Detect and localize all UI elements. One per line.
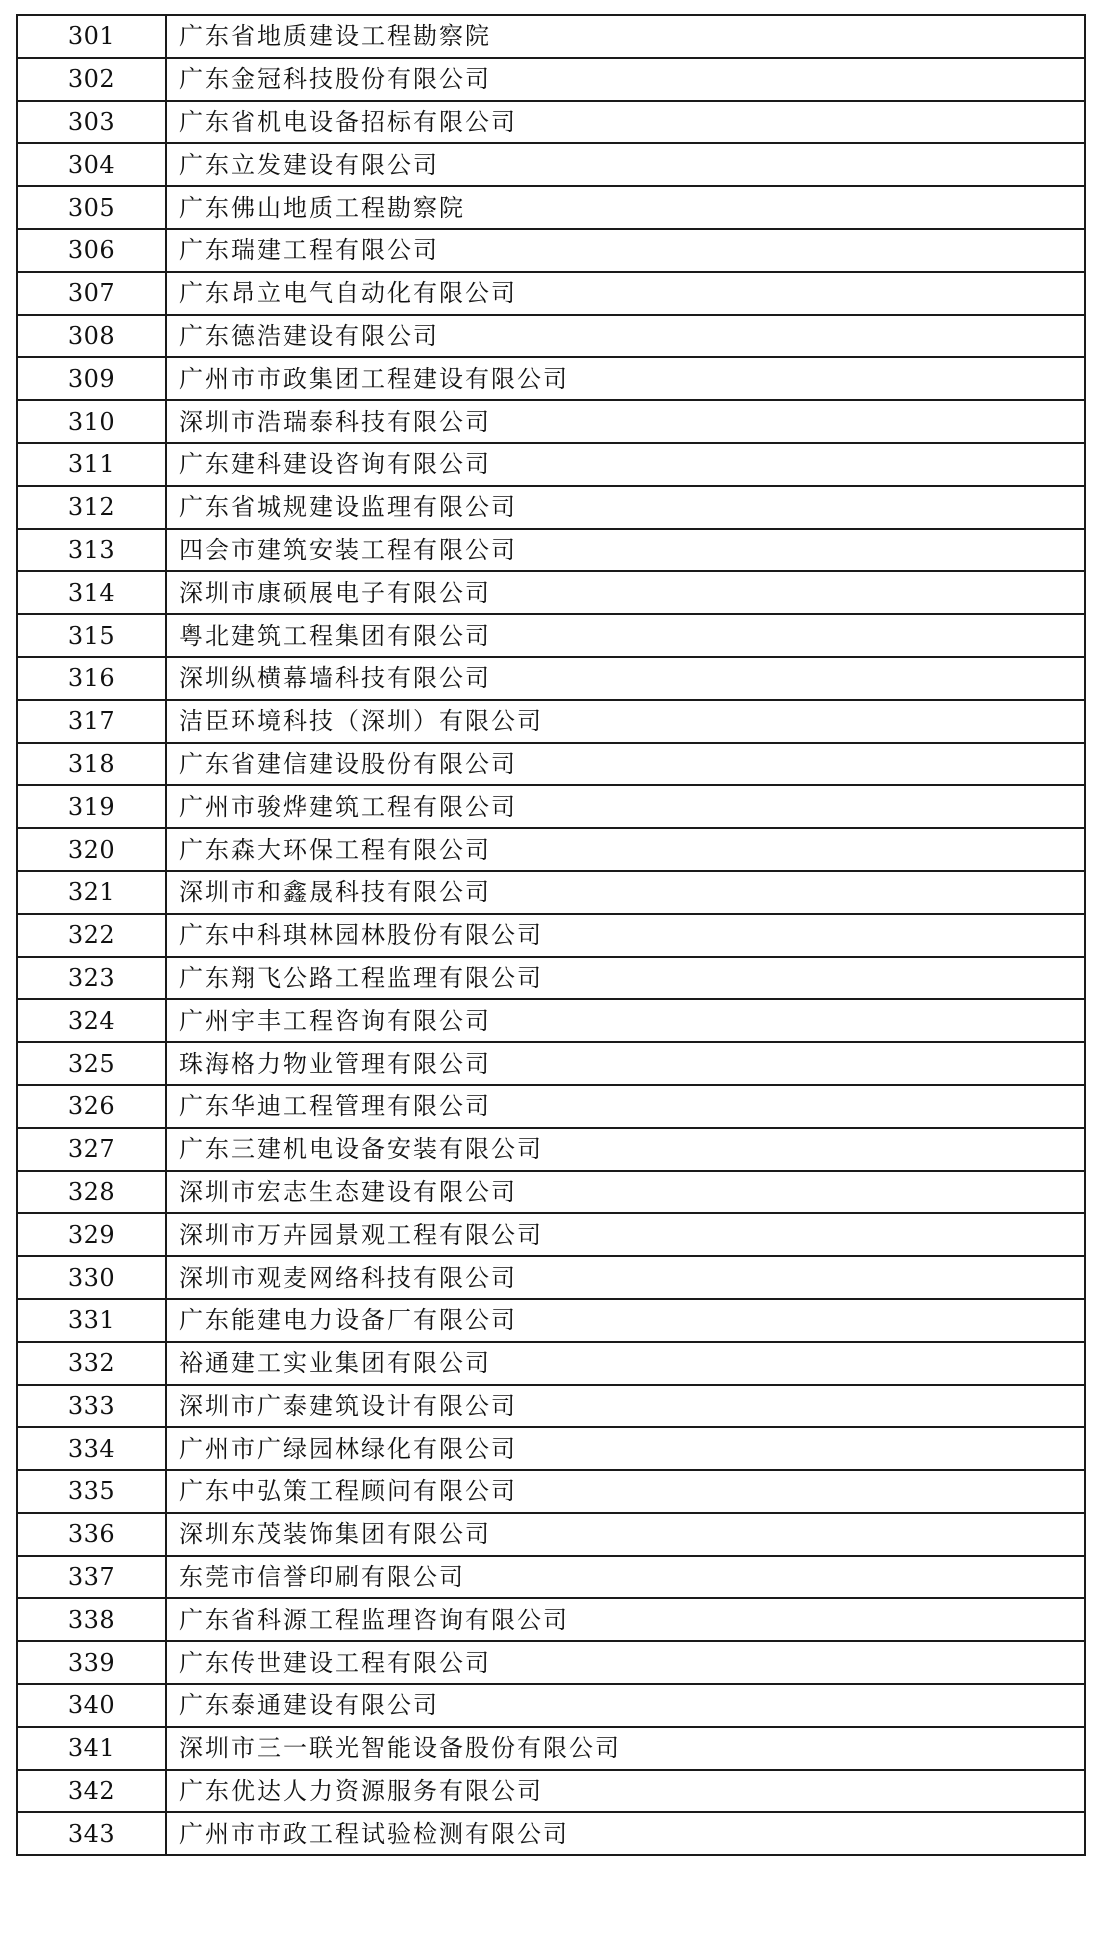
table-row — [17, 1556, 1085, 1599]
row-number-cell: 334 — [17, 1427, 166, 1470]
company-name-cell: 广州市市政集团工程建设有限公司 — [166, 357, 1085, 400]
table-row — [17, 143, 1085, 186]
table-row — [17, 828, 1085, 871]
row-number-cell: 311 — [17, 443, 166, 486]
row-number-cell: 333 — [17, 1385, 166, 1428]
row-number-cell: 320 — [17, 828, 166, 871]
company-name-cell: 珠海格力物业管理有限公司 — [166, 1042, 1085, 1085]
row-number-cell: 316 — [17, 657, 166, 700]
table-row — [17, 400, 1085, 443]
company-name-cell: 东莞市信誉印刷有限公司 — [166, 1556, 1085, 1599]
row-number-cell: 340 — [17, 1684, 166, 1727]
table-row — [17, 614, 1085, 657]
row-number-cell: 327 — [17, 1128, 166, 1171]
company-name-cell: 广东能建电力设备厂有限公司 — [166, 1299, 1085, 1342]
row-number-cell: 339 — [17, 1641, 166, 1684]
company-list-table — [16, 14, 1086, 1856]
row-number-cell: 332 — [17, 1342, 166, 1385]
company-name-cell: 深圳市观麦网络科技有限公司 — [166, 1256, 1085, 1299]
company-name-cell: 深圳纵横幕墙科技有限公司 — [166, 657, 1085, 700]
company-name-cell: 广东佛山地质工程勘察院 — [166, 186, 1085, 229]
company-name-cell: 广东省科源工程监理咨询有限公司 — [166, 1598, 1085, 1641]
table-row — [17, 1641, 1085, 1684]
table-row — [17, 1256, 1085, 1299]
row-number-cell: 317 — [17, 700, 166, 743]
table-row — [17, 871, 1085, 914]
company-name-cell: 深圳市万卉园景观工程有限公司 — [166, 1213, 1085, 1256]
table-row — [17, 186, 1085, 229]
table-row — [17, 58, 1085, 101]
row-number-cell: 301 — [17, 15, 166, 58]
row-number-cell: 336 — [17, 1513, 166, 1556]
row-number-cell: 342 — [17, 1770, 166, 1813]
row-number-cell: 312 — [17, 486, 166, 529]
company-name-cell: 广东德浩建设有限公司 — [166, 315, 1085, 358]
company-name-cell: 深圳市浩瑞泰科技有限公司 — [166, 400, 1085, 443]
table-row — [17, 1085, 1085, 1128]
row-number-cell: 313 — [17, 529, 166, 572]
row-number-cell: 303 — [17, 101, 166, 144]
table-row — [17, 229, 1085, 272]
table-row — [17, 357, 1085, 400]
table-row — [17, 443, 1085, 486]
company-name-cell: 广东中弘策工程顾问有限公司 — [166, 1470, 1085, 1513]
table-row — [17, 1470, 1085, 1513]
company-name-cell: 广东省地质建设工程勘察院 — [166, 15, 1085, 58]
company-name-cell: 广东昂立电气自动化有限公司 — [166, 272, 1085, 315]
company-list-body — [17, 15, 1085, 1855]
table-row — [17, 914, 1085, 957]
table-row — [17, 1342, 1085, 1385]
company-name-cell: 广东三建机电设备安装有限公司 — [166, 1128, 1085, 1171]
company-name-cell: 广东立发建设有限公司 — [166, 143, 1085, 186]
table-row — [17, 1042, 1085, 1085]
row-number-cell: 310 — [17, 400, 166, 443]
row-number-cell: 319 — [17, 785, 166, 828]
row-number-cell: 337 — [17, 1556, 166, 1599]
company-name-cell: 广东森大环保工程有限公司 — [166, 828, 1085, 871]
company-name-cell: 广州市市政工程试验检测有限公司 — [166, 1812, 1085, 1855]
table-row — [17, 1299, 1085, 1342]
table-row — [17, 1598, 1085, 1641]
row-number-cell: 343 — [17, 1812, 166, 1855]
row-number-cell: 304 — [17, 143, 166, 186]
table-row — [17, 101, 1085, 144]
row-number-cell: 341 — [17, 1727, 166, 1770]
company-name-cell: 广东翔飞公路工程监理有限公司 — [166, 957, 1085, 1000]
row-number-cell: 323 — [17, 957, 166, 1000]
table-row — [17, 1727, 1085, 1770]
row-number-cell: 322 — [17, 914, 166, 957]
table-row — [17, 529, 1085, 572]
row-number-cell: 324 — [17, 999, 166, 1042]
table-row — [17, 1213, 1085, 1256]
row-number-cell: 329 — [17, 1213, 166, 1256]
company-name-cell: 四会市建筑安装工程有限公司 — [166, 529, 1085, 572]
table-row — [17, 743, 1085, 786]
row-number-cell: 315 — [17, 614, 166, 657]
row-number-cell: 325 — [17, 1042, 166, 1085]
table-row — [17, 272, 1085, 315]
row-number-cell: 318 — [17, 743, 166, 786]
company-name-cell: 粤北建筑工程集团有限公司 — [166, 614, 1085, 657]
company-name-cell: 广东省城规建设监理有限公司 — [166, 486, 1085, 529]
table-row — [17, 1128, 1085, 1171]
company-name-cell: 广东建科建设咨询有限公司 — [166, 443, 1085, 486]
table-row — [17, 657, 1085, 700]
row-number-cell: 307 — [17, 272, 166, 315]
document-page — [16, 14, 1084, 1856]
table-row — [17, 1684, 1085, 1727]
table-row — [17, 15, 1085, 58]
table-row — [17, 1770, 1085, 1813]
row-number-cell: 330 — [17, 1256, 166, 1299]
row-number-cell: 321 — [17, 871, 166, 914]
table-row — [17, 1171, 1085, 1214]
table-row — [17, 999, 1085, 1042]
company-name-cell: 洁臣环境科技（深圳）有限公司 — [166, 700, 1085, 743]
row-number-cell: 309 — [17, 357, 166, 400]
table-row — [17, 571, 1085, 614]
row-number-cell: 335 — [17, 1470, 166, 1513]
company-name-cell: 广东省机电设备招标有限公司 — [166, 101, 1085, 144]
company-name-cell: 广东省建信建设股份有限公司 — [166, 743, 1085, 786]
company-name-cell: 广州市骏烨建筑工程有限公司 — [166, 785, 1085, 828]
table-row — [17, 785, 1085, 828]
row-number-cell: 306 — [17, 229, 166, 272]
row-number-cell: 326 — [17, 1085, 166, 1128]
company-name-cell: 广东泰通建设有限公司 — [166, 1684, 1085, 1727]
row-number-cell: 328 — [17, 1171, 166, 1214]
row-number-cell: 308 — [17, 315, 166, 358]
table-row — [17, 1385, 1085, 1428]
table-row — [17, 486, 1085, 529]
company-name-cell: 广东中科琪林园林股份有限公司 — [166, 914, 1085, 957]
table-row — [17, 957, 1085, 1000]
company-name-cell: 裕通建工实业集团有限公司 — [166, 1342, 1085, 1385]
company-name-cell: 深圳市康硕展电子有限公司 — [166, 571, 1085, 614]
row-number-cell: 338 — [17, 1598, 166, 1641]
company-name-cell: 广东传世建设工程有限公司 — [166, 1641, 1085, 1684]
row-number-cell: 314 — [17, 571, 166, 614]
company-name-cell: 广州宇丰工程咨询有限公司 — [166, 999, 1085, 1042]
company-name-cell: 广东优达人力资源服务有限公司 — [166, 1770, 1085, 1813]
table-row — [17, 1812, 1085, 1855]
company-name-cell: 深圳市广泰建筑设计有限公司 — [166, 1385, 1085, 1428]
row-number-cell: 305 — [17, 186, 166, 229]
company-name-cell: 深圳东茂装饰集团有限公司 — [166, 1513, 1085, 1556]
table-row — [17, 315, 1085, 358]
company-name-cell: 广州市广绿园林绿化有限公司 — [166, 1427, 1085, 1470]
row-number-cell: 331 — [17, 1299, 166, 1342]
table-row — [17, 1513, 1085, 1556]
company-name-cell: 广东瑞建工程有限公司 — [166, 229, 1085, 272]
company-name-cell: 广东金冠科技股份有限公司 — [166, 58, 1085, 101]
company-name-cell: 深圳市三一联光智能设备股份有限公司 — [166, 1727, 1085, 1770]
table-row — [17, 700, 1085, 743]
company-name-cell: 深圳市宏志生态建设有限公司 — [166, 1171, 1085, 1214]
table-row — [17, 1427, 1085, 1470]
company-name-cell: 广东华迪工程管理有限公司 — [166, 1085, 1085, 1128]
row-number-cell: 302 — [17, 58, 166, 101]
company-name-cell: 深圳市和鑫晟科技有限公司 — [166, 871, 1085, 914]
